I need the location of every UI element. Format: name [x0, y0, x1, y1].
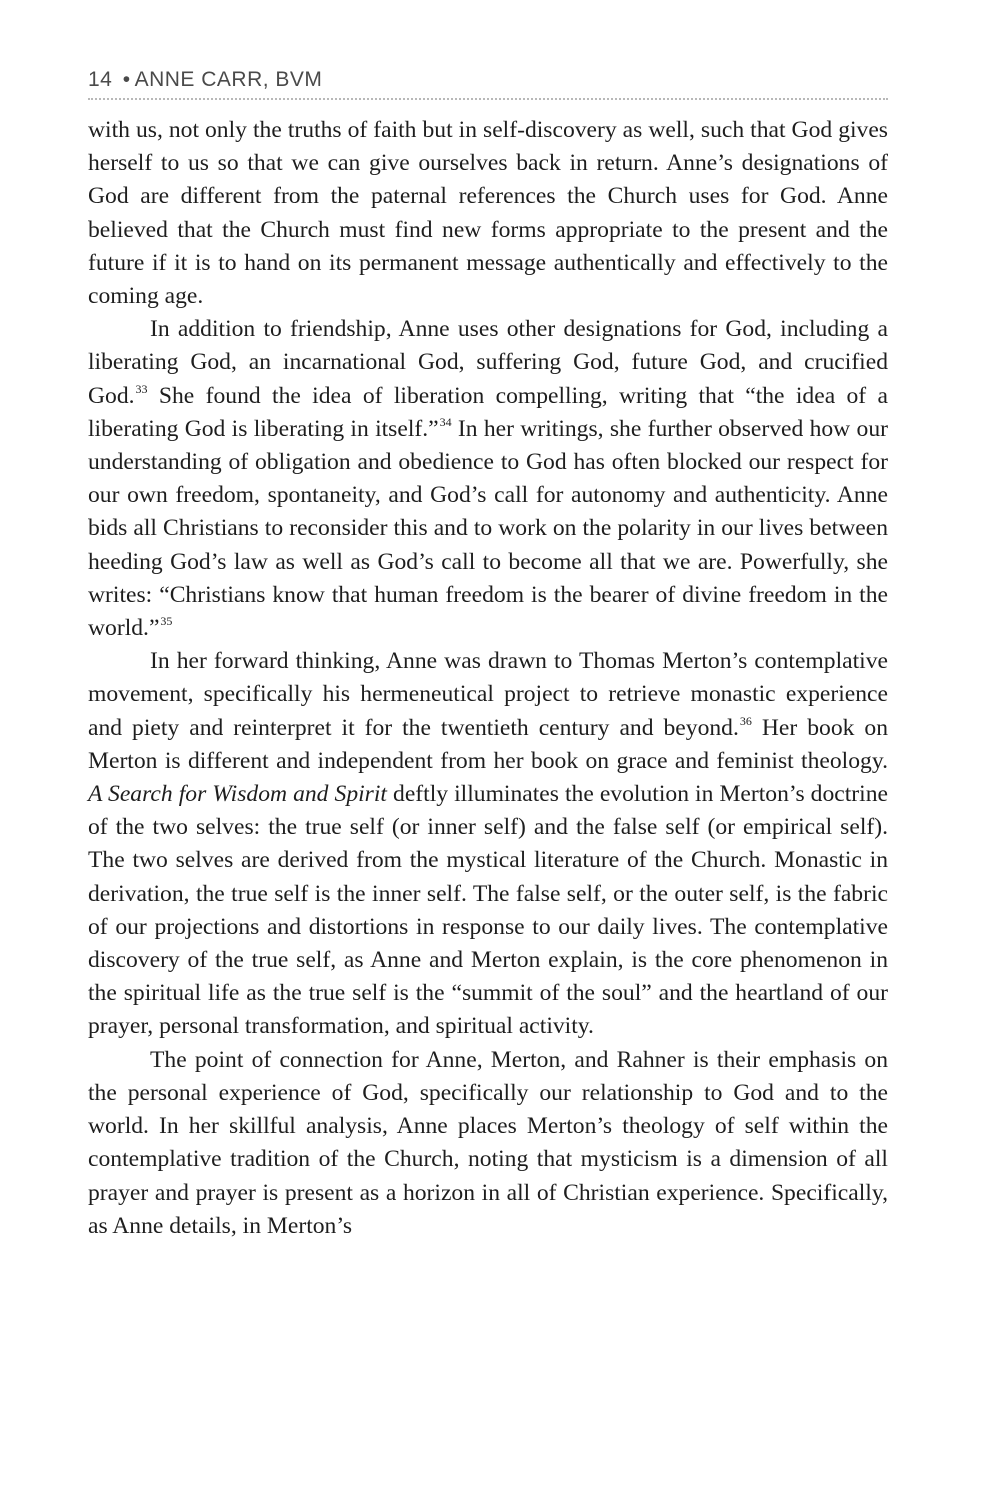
footnote-ref-35[interactable]: 35: [160, 614, 173, 629]
paragraph-2-text-c: In her writings, she further observed how our understanding of obligation and obedience to God has often blocked our respect for our own freedom, spontaneity, and God’s call for autonomy and authenticity. Anne bids all Christians to reconsider this and to work on the polarity in our lives between heeding God’s law as well as God’s call to become all that we are. Powerfully, she writes: “Christians know that human freedom is the bearer of divine freedom in the world.”: [88, 415, 888, 642]
running-header: [88, 64, 888, 100]
paragraph-3: [88, 645, 888, 1043]
header-bullet: •: [122, 68, 131, 91]
body-text: [88, 114, 888, 1243]
paragraph-2-text-b: She found the idea of liberation compelling, writing that “the idea of a liberating God is liberating in itself.”: [88, 382, 888, 442]
footnote-ref-33[interactable]: 33: [135, 381, 148, 396]
page-number: 14: [88, 68, 113, 91]
running-title: ANNE CARR, BVM: [134, 68, 323, 91]
paragraph-1: with us, not only the truths of faith but in self-discovery as well, such that God gives herself to us so that we can give ourselves back in return. Anne’s designations of God are different from the paternal references the Church uses for God. Anne believed that the Church must find new forms appropriate to the present and the future if it is to hand on its permanent message authentically and effectively to the coming age.: [88, 117, 888, 310]
paragraph-3-text-b: Her book on Merton is different and independent from her book on grace and feminist theology.: [88, 714, 888, 774]
book-page: [88, 64, 888, 1243]
book-title: A Search for Wisdom and Spirit: [88, 781, 387, 808]
footnote-ref-36[interactable]: 36: [739, 713, 752, 728]
paragraph-2-text-a: In addition to friendship, Anne uses other designations for God, including a liberating God, an incarnational God, suffering God, future God, and crucified God.: [88, 316, 888, 409]
footnote-ref-34[interactable]: 34: [439, 414, 452, 429]
paragraph-3-text-c: deftly illuminates the evolution in Merton’s doctrine of the two selves: the true self (or inner self) and the false self (or empirical self). The two selves are derived from the mystical literature of the Church. Monastic in derivation, the true self is the inner self. The false self, or the outer self, is the fabric of our projections and distortions in response to our daily lives. The contemplative discovery of the true self, as Anne and Merton explain, is the core phenomenon in the spiritual life as the true self is the “summit of the soul” and the heartland of our prayer, personal transformation, and spiritual activity.: [88, 781, 888, 1040]
paragraph-3-text-a: In her forward thinking, Anne was drawn to Thomas Merton’s contemplative movement, specifically his hermeneutical project to retrieve monastic experience and piety and reinterpret it for the twentieth century and beyond.: [88, 648, 888, 741]
paragraph-4: The point of connection for Anne, Merton, and Rahner is their emphasis on the personal experience of God, specifically our relationship to God and to the world. In her skillful analysis, Anne places Merton’s theology of self within the contemplative tradition of the Church, noting that mysticism is a dimension of all prayer and prayer is present as a horizon in all of Christian experience. Specifically, as Anne details, in Merton’s: [88, 1046, 888, 1239]
paragraph-2: [88, 313, 888, 645]
